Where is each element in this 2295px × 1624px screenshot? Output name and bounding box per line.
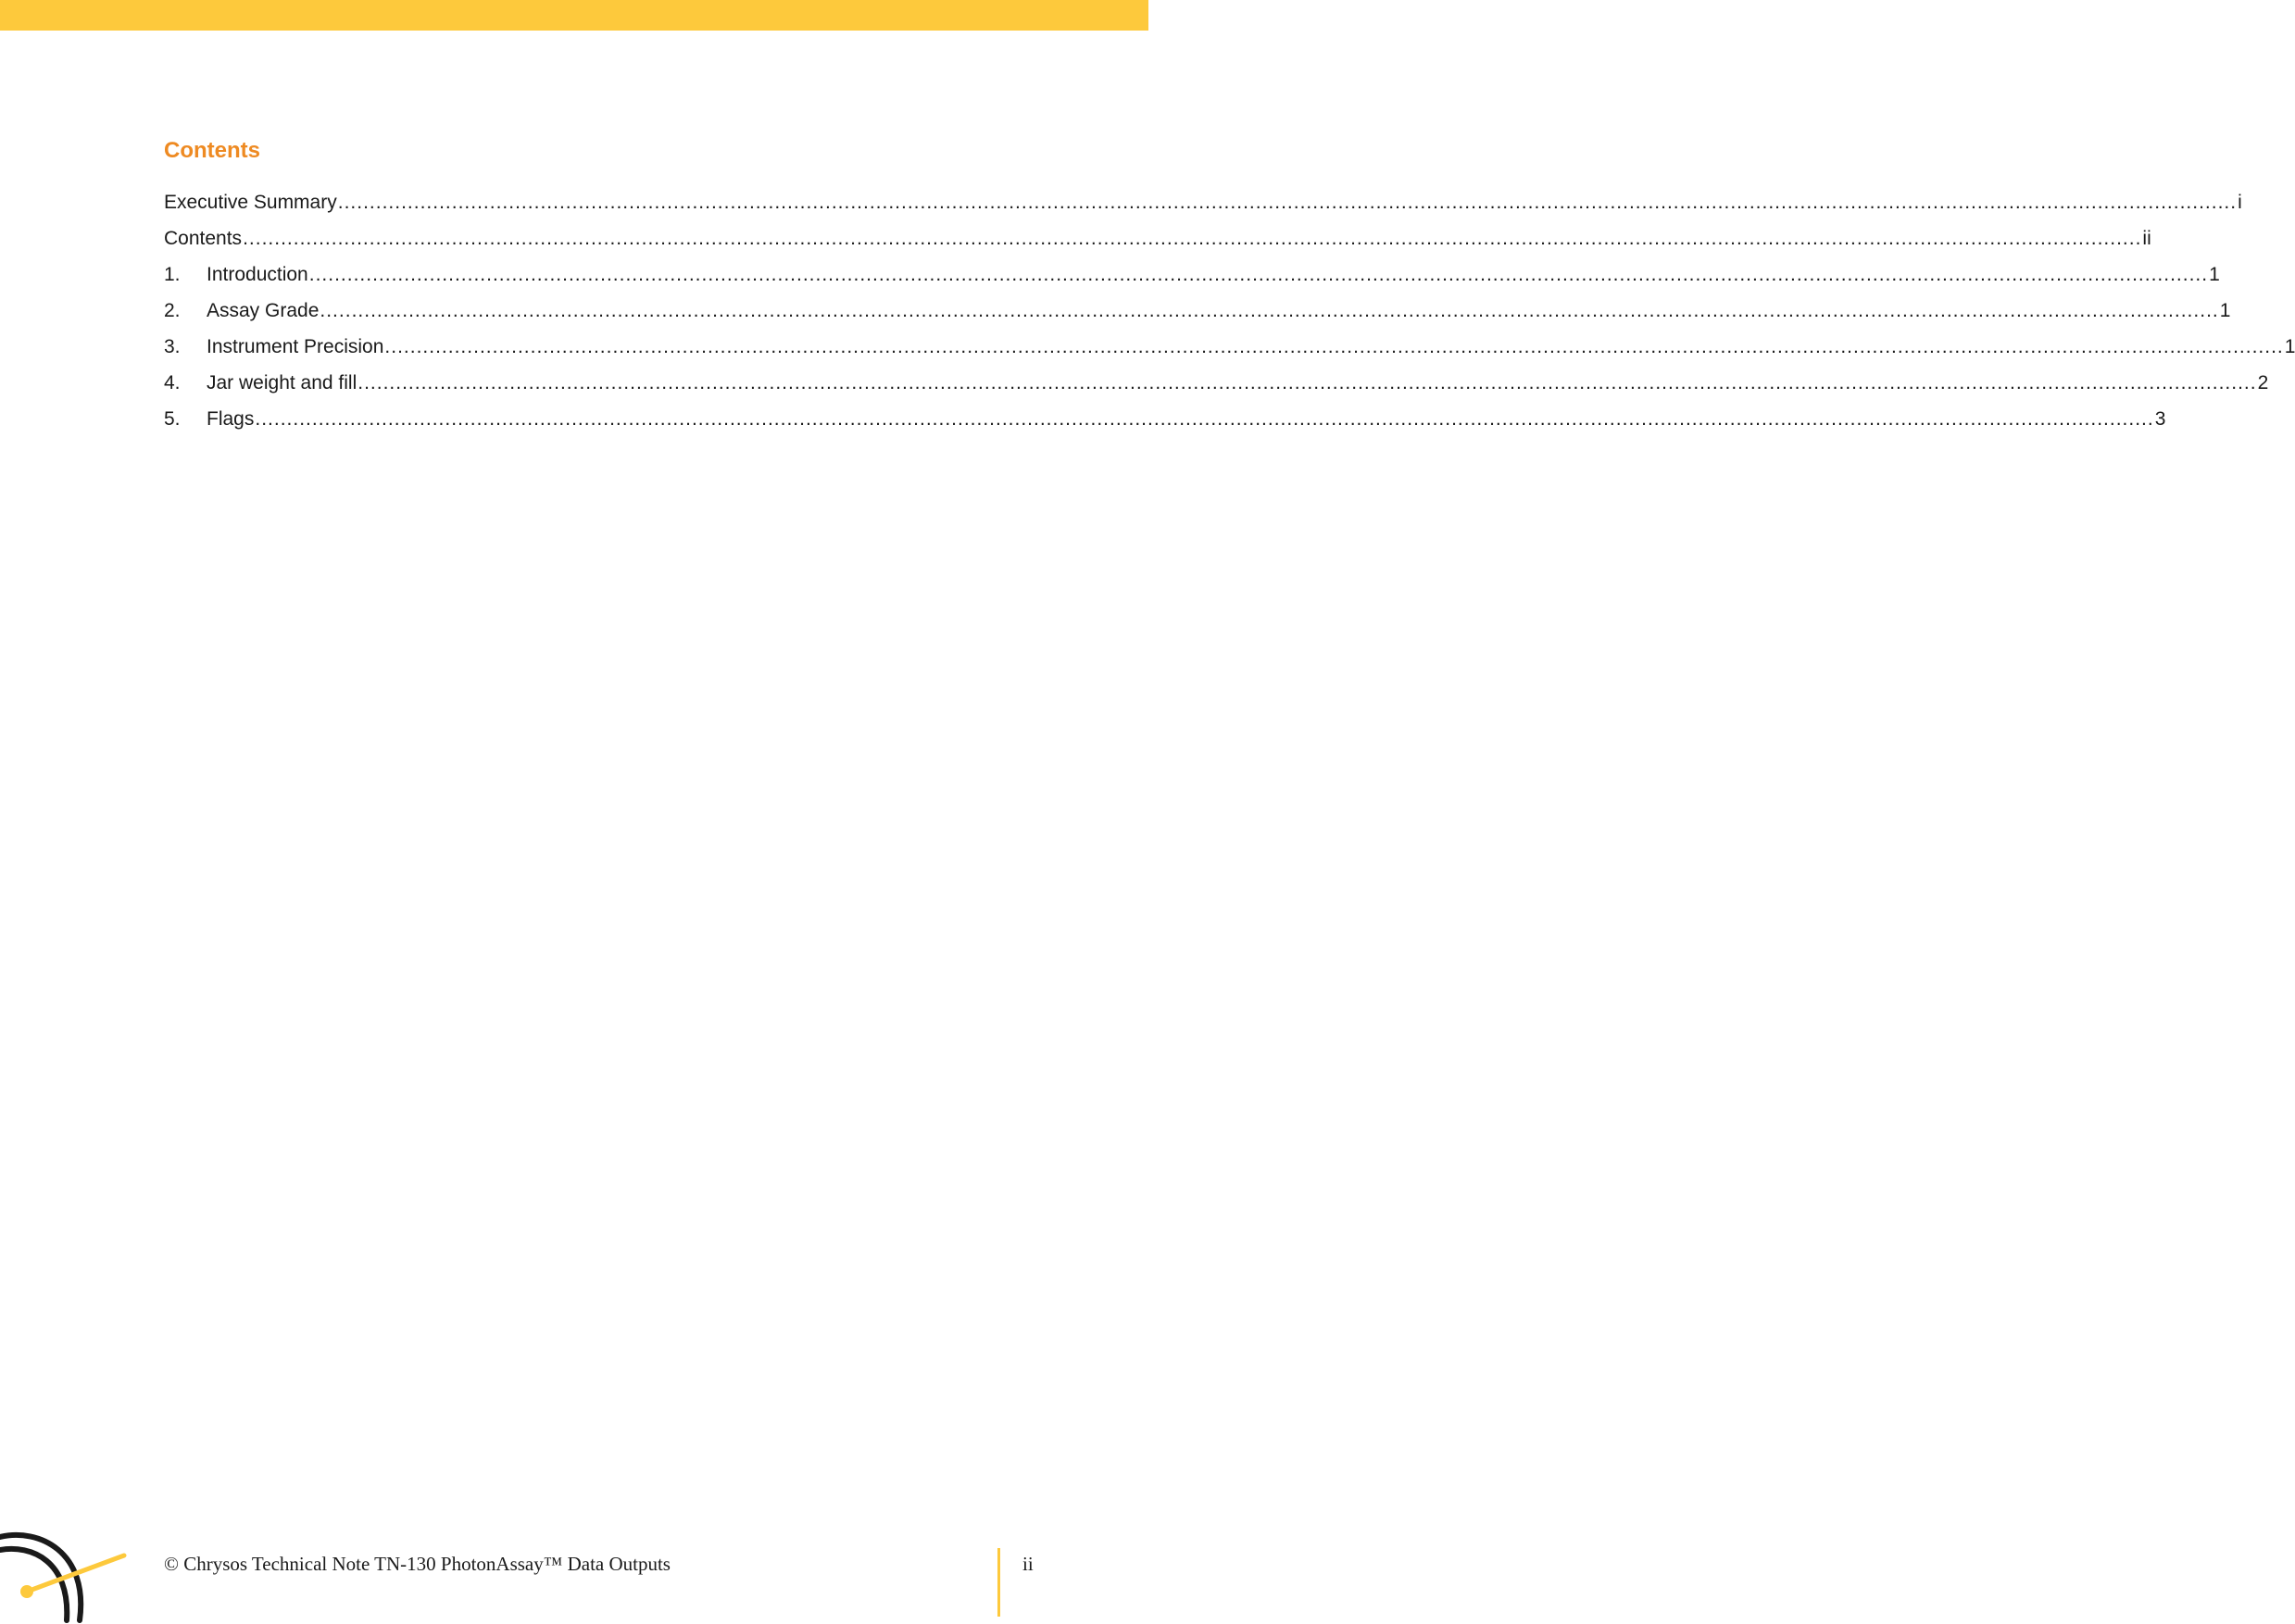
toc-entry-label: Introduction <box>207 264 308 285</box>
toc-entry-label: Assay Grade <box>207 300 320 321</box>
toc-entry-jar-weight-and-fill[interactable] <box>164 369 2269 405</box>
toc-entry-introduction[interactable] <box>164 260 2220 296</box>
logo-needle <box>27 1555 124 1592</box>
toc-dot-leader: ............................................................................................................................................................................................................................................................................................................ <box>308 264 2209 285</box>
toc-entry-page: 3 <box>2154 408 2166 430</box>
toc-dot-leader: ............................................................................................................................................................................................................................................................................................................ <box>337 192 2238 213</box>
toc-entry-page: 1 <box>2284 336 2295 357</box>
toc-entry-page: 1 <box>2219 300 2231 321</box>
toc-dot-leader: ............................................................................................................................................................................................................................................................................................................ <box>384 336 2284 357</box>
chrysos-logo-icon <box>0 1518 130 1624</box>
footer-copyright: © Chrysos Technical Note TN-130 PhotonAssay™ Data Outputs <box>164 1553 671 1575</box>
toc-entry-page: 2 <box>2257 372 2269 394</box>
toc-heading: Contents <box>164 138 260 163</box>
toc-entry-number: 4. <box>164 372 181 394</box>
table-of-contents <box>164 188 2295 441</box>
toc-entry-number: 2. <box>164 300 181 321</box>
toc-dot-leader: ............................................................................................................................................................................................................................................................................................................ <box>320 300 2219 321</box>
toc-entry-page: i <box>2238 192 2242 213</box>
toc-entry-page: ii <box>2142 228 2151 249</box>
toc-entry-label: Instrument Precision <box>207 336 384 357</box>
toc-entry-label: Flags <box>207 408 255 430</box>
footer-divider <box>997 1548 1000 1617</box>
top-accent-band <box>0 0 1148 31</box>
toc-entry-contents[interactable] <box>164 224 2151 260</box>
toc-entry-assay-grade[interactable] <box>164 296 2231 332</box>
footer-page-number: ii <box>1022 1553 1034 1575</box>
toc-entry-number: 5. <box>164 408 181 430</box>
logo-needle-pivot <box>20 1585 33 1598</box>
toc-dot-leader: ............................................................................................................................................................................................................................................................................................................ <box>255 408 2154 430</box>
toc-entry-page: 1 <box>2209 264 2220 285</box>
toc-entry-label: Contents <box>164 228 243 249</box>
toc-entry-number: 1. <box>164 264 181 285</box>
toc-entry-instrument-precision[interactable] <box>164 332 2295 369</box>
toc-entry-flags[interactable] <box>164 405 2166 441</box>
logo-inner-arc <box>0 1549 67 1620</box>
toc-entry-label: Jar weight and fill <box>207 372 357 394</box>
toc-dot-leader: ............................................................................................................................................................................................................................................................................................................ <box>243 228 2142 249</box>
toc-entry-executive-summary[interactable] <box>164 188 2242 224</box>
toc-entry-label: Executive Summary <box>164 192 337 213</box>
toc-entry-number: 3. <box>164 336 181 357</box>
toc-dot-leader: ............................................................................................................................................................................................................................................................................................................ <box>357 372 2257 394</box>
